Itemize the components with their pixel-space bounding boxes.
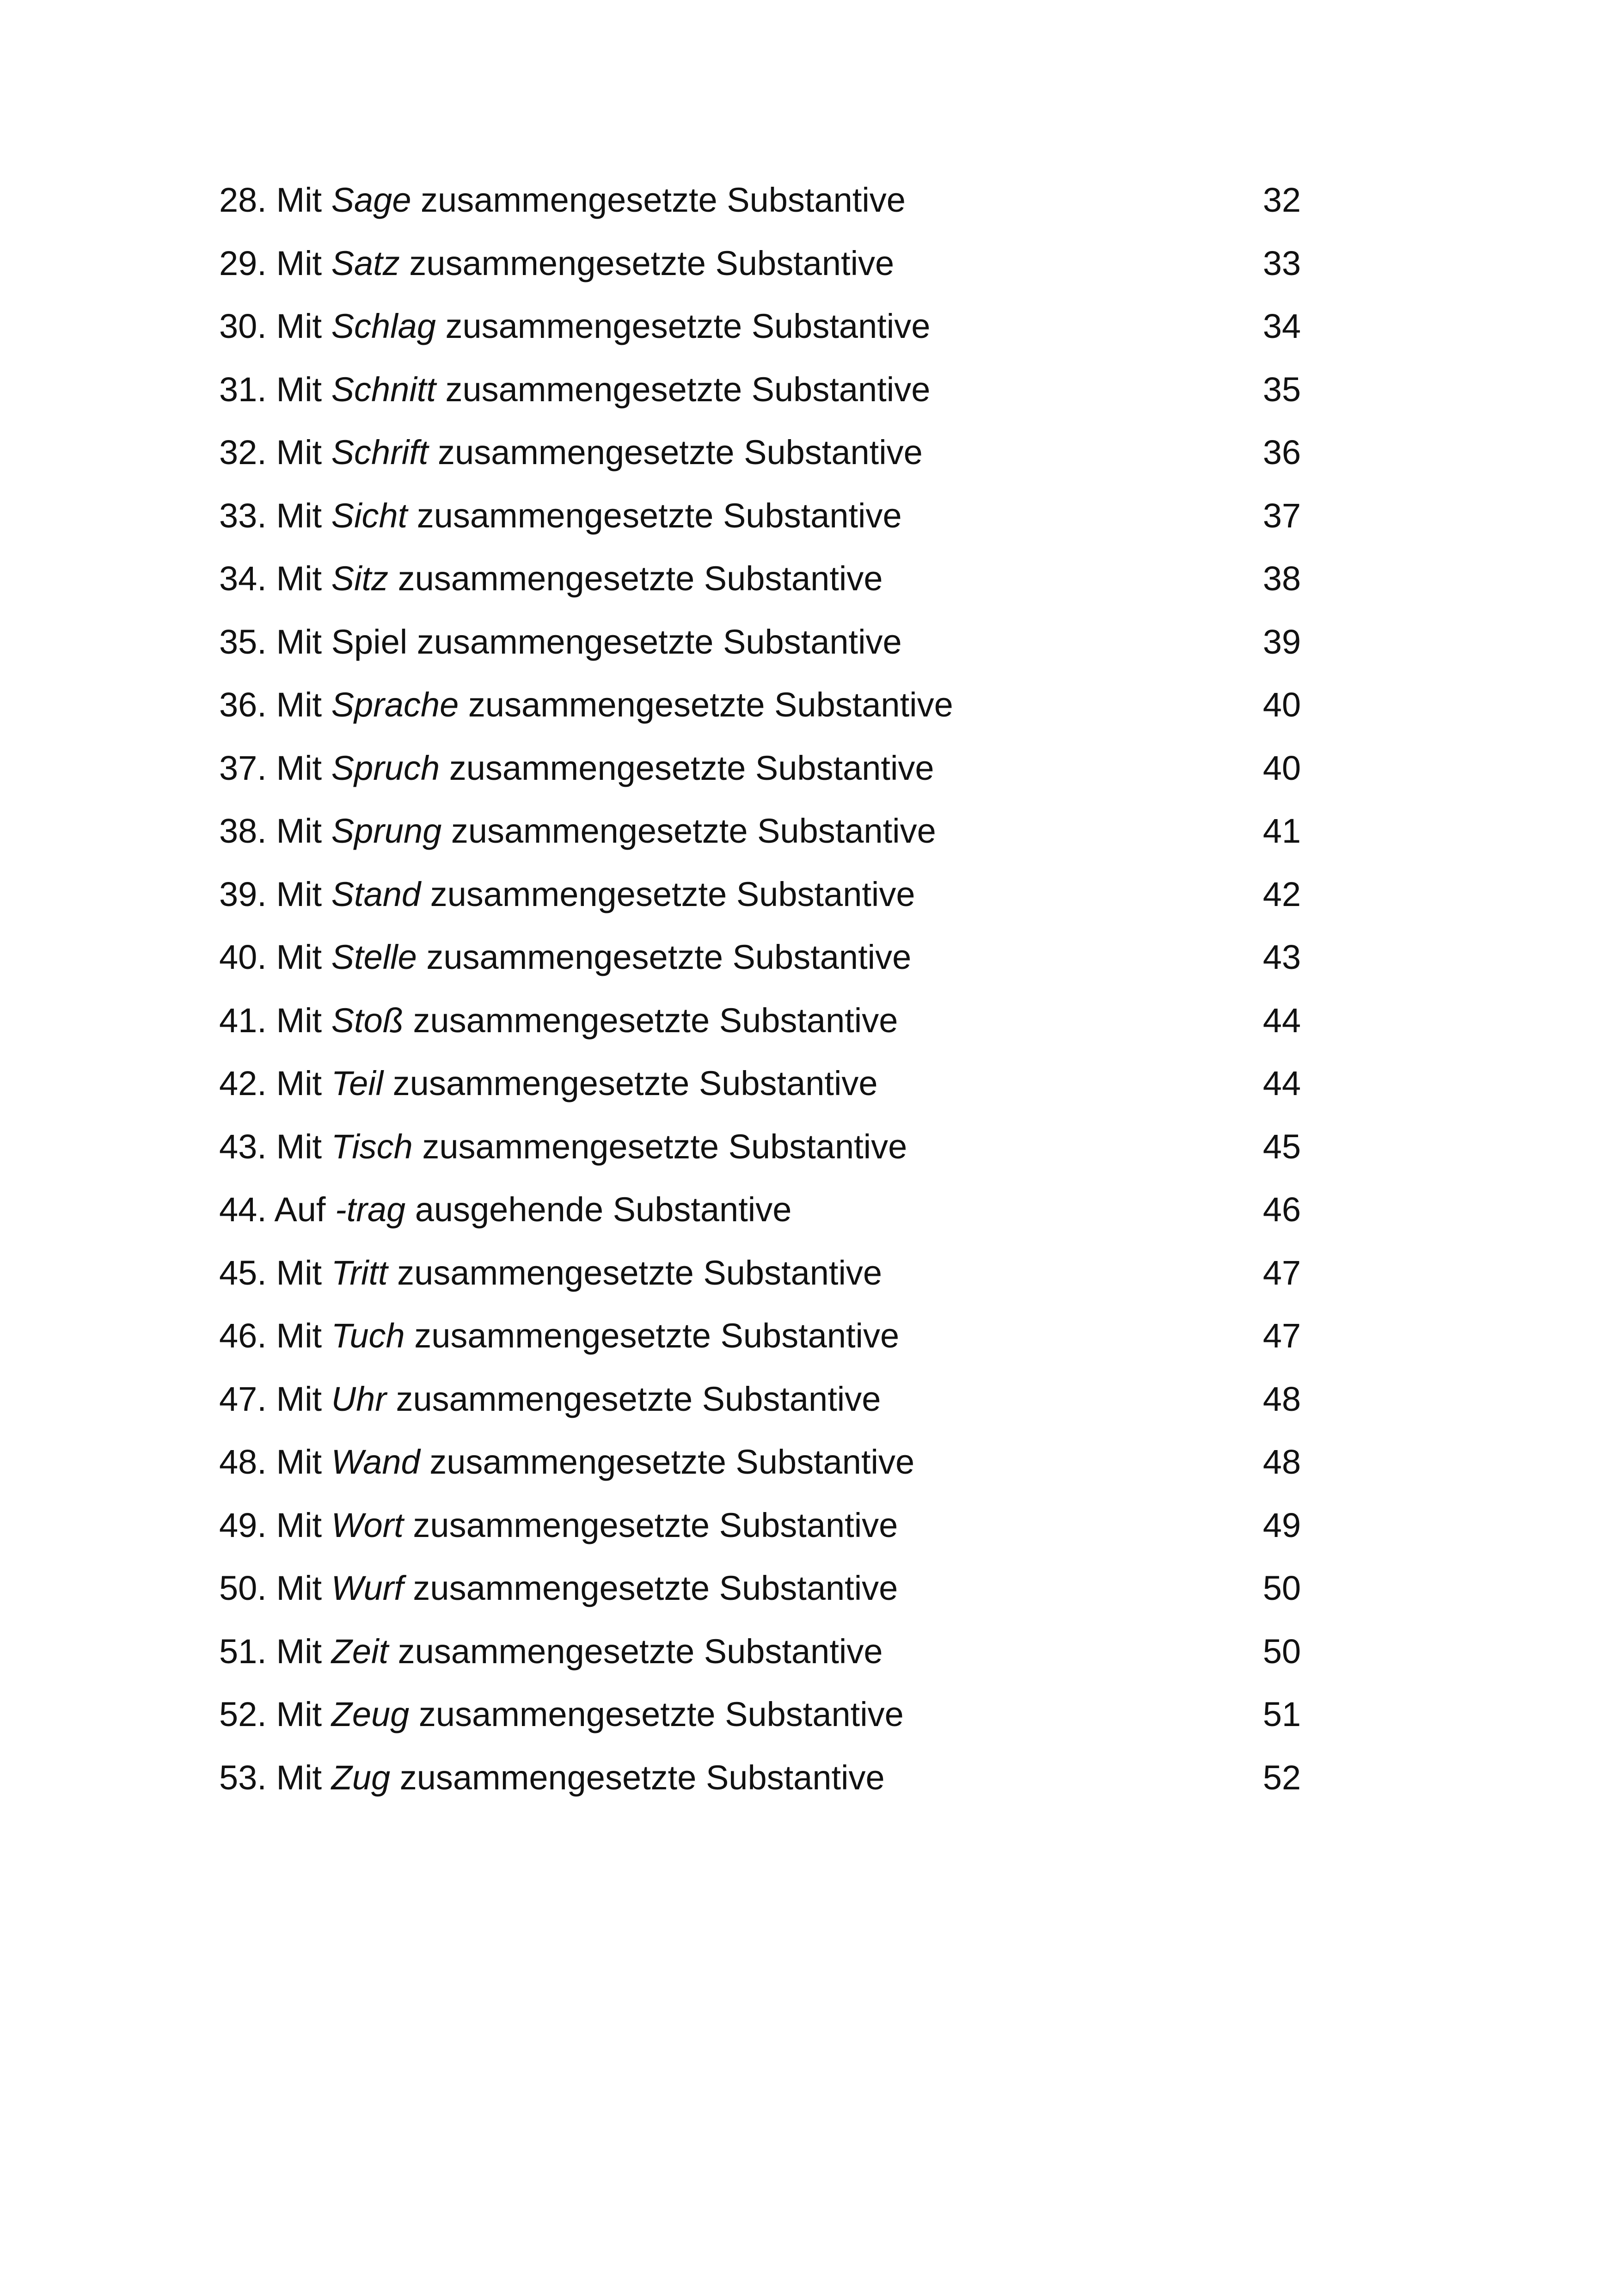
toc-entry-page-number: 45	[1263, 1127, 1301, 1166]
toc-entry	[219, 1494, 1301, 1557]
toc-entry-page-number: 42	[1263, 875, 1301, 913]
toc-entry	[219, 484, 1301, 548]
toc-entry-prefix: Mit	[276, 307, 322, 345]
toc-entry-suffix: zusammengesetzte Substantive	[430, 875, 915, 913]
toc-entry-keyword: Stand	[331, 875, 421, 913]
toc-entry-page-number: 34	[1263, 307, 1301, 345]
toc-entry-number: 29.	[219, 244, 267, 282]
toc-entry-suffix: zusammengesetzte Substantive	[422, 1127, 907, 1166]
toc-entry-page-number: 51	[1263, 1695, 1301, 1733]
toc-entry-page-number: 44	[1263, 1064, 1301, 1102]
toc-entry-prefix: Mit	[276, 1443, 322, 1481]
toc-entry-title	[219, 1178, 791, 1242]
toc-entry-title	[219, 1557, 898, 1620]
toc-entry-title	[219, 1494, 898, 1557]
toc-entry-number: 39.	[219, 875, 267, 913]
toc-entry-keyword: Sprung	[331, 812, 442, 850]
toc-entry-suffix: zusammengesetzte Substantive	[414, 1316, 900, 1355]
toc-entry-title	[219, 1683, 904, 1746]
toc-entry-keyword: Sage	[331, 181, 411, 219]
toc-entry	[219, 1557, 1301, 1620]
toc-entry-prefix: Mit	[276, 1127, 322, 1166]
toc-entry-page-number: 38	[1263, 559, 1301, 598]
toc-entry-title	[219, 1620, 883, 1684]
toc-entry	[219, 863, 1301, 926]
toc-entry-keyword: Uhr	[331, 1379, 386, 1418]
toc-entry	[219, 1683, 1301, 1746]
toc-entry-title	[219, 863, 915, 926]
toc-entry-page-number: 37	[1263, 496, 1301, 535]
toc-entry-title	[219, 800, 936, 863]
toc-entry-title	[219, 673, 953, 737]
toc-entry-prefix: Mit	[276, 622, 322, 661]
toc-entry-page-number: 36	[1263, 433, 1301, 471]
toc-entry-suffix: zusammengesetzte Substantive	[451, 812, 936, 850]
toc-entry-page-number: 43	[1263, 938, 1301, 976]
toc-entry-prefix: Mit	[276, 244, 322, 282]
toc-entry-keyword: -trag	[335, 1190, 406, 1229]
toc-entry-suffix: zusammengesetzte Substantive	[399, 1758, 885, 1797]
toc-entry-prefix: Mit	[276, 559, 322, 598]
toc-entry-number: 53.	[219, 1758, 267, 1797]
toc-entry-keyword: Wand	[331, 1443, 420, 1481]
toc-entry-page-number: 33	[1263, 244, 1301, 282]
toc-entry-page-number: 50	[1263, 1632, 1301, 1671]
toc-entry	[219, 358, 1301, 422]
toc-entry-prefix: Mit	[276, 1758, 322, 1797]
toc-entry-prefix: Mit	[276, 938, 322, 976]
toc-entry	[219, 1178, 1301, 1242]
toc-entry	[219, 1431, 1301, 1494]
toc-entry-suffix: zusammengesetzte Substantive	[398, 1632, 883, 1671]
toc-entry-keyword: Spiel	[331, 622, 408, 661]
toc-entry-prefix: Mit	[276, 1569, 322, 1607]
toc-entry-keyword: Spruch	[331, 748, 440, 787]
toc-entry-title	[219, 169, 906, 232]
toc-entry-title	[219, 737, 934, 800]
toc-entry	[219, 800, 1301, 863]
toc-entry-prefix: Mit	[276, 812, 322, 850]
toc-entry-page-number: 40	[1263, 748, 1301, 787]
toc-entry-suffix: zusammengesetzte Substantive	[437, 433, 923, 471]
toc-entry-suffix: zusammengesetzte Substantive	[426, 938, 912, 976]
toc-entry-number: 45.	[219, 1253, 267, 1292]
toc-entry-keyword: Zeug	[331, 1695, 410, 1733]
toc-entry-suffix: zusammengesetzte Substantive	[398, 559, 883, 598]
toc-entry-number: 43.	[219, 1127, 267, 1166]
toc-entry-title	[219, 1368, 881, 1431]
toc-entry-page-number: 47	[1263, 1253, 1301, 1292]
toc-entry-suffix: zusammengesetzte Substantive	[418, 1695, 904, 1733]
toc-entry-keyword: Sicht	[331, 496, 408, 535]
toc-entry-title	[219, 1746, 885, 1810]
toc-entry-title	[219, 232, 894, 295]
toc-entry-prefix: Mit	[276, 1695, 322, 1733]
toc-entry	[219, 421, 1301, 484]
toc-entry-suffix: zusammengesetzte Substantive	[445, 307, 931, 345]
toc-entry-number: 44.	[219, 1190, 267, 1229]
toc-entry-prefix: Mit	[276, 875, 322, 913]
toc-entry-prefix: Mit	[276, 1253, 322, 1292]
toc-entry-page-number: 48	[1263, 1379, 1301, 1418]
toc-entry-page-number: 49	[1263, 1506, 1301, 1544]
toc-entry-suffix: zusammengesetzte Substantive	[468, 686, 953, 724]
toc-entry-number: 42.	[219, 1064, 267, 1102]
toc-entry-keyword: Teil	[331, 1064, 384, 1102]
toc-entry-title	[219, 1242, 882, 1305]
toc-entry-page-number: 48	[1263, 1443, 1301, 1481]
toc-entry-number: 33.	[219, 496, 267, 535]
toc-entry-keyword: Tritt	[331, 1253, 388, 1292]
toc-entry	[219, 611, 1301, 674]
toc-entry-prefix: Mit	[276, 748, 322, 787]
toc-entry-suffix: zusammengesetzte Substantive	[409, 244, 895, 282]
toc-entry-number: 31.	[219, 370, 267, 409]
toc-entry-number: 47.	[219, 1379, 267, 1418]
toc-entry	[219, 737, 1301, 800]
toc-entry	[219, 1746, 1301, 1810]
toc-entry-prefix: Mit	[276, 686, 322, 724]
toc-entry-title	[219, 358, 930, 422]
toc-entry-keyword: Stelle	[331, 938, 417, 976]
toc-entry-suffix: zusammengesetzte Substantive	[445, 370, 931, 409]
toc-entry-page-number: 47	[1263, 1316, 1301, 1355]
toc-entry-suffix: zusammengesetzte Substantive	[417, 622, 902, 661]
toc-entry-number: 40.	[219, 938, 267, 976]
toc-entry-number: 38.	[219, 812, 267, 850]
toc-entry-prefix: Mit	[276, 181, 322, 219]
toc-entry-suffix: zusammengesetzte Substantive	[413, 1569, 898, 1607]
toc-entry-prefix: Auf	[274, 1190, 326, 1229]
toc-entry-prefix: Mit	[276, 1001, 322, 1040]
toc-entry-keyword: Zug	[331, 1758, 391, 1797]
toc-entry-number: 52.	[219, 1695, 267, 1733]
toc-entry-keyword: Tuch	[331, 1316, 405, 1355]
toc-entry-title	[219, 547, 883, 611]
toc-entry-title	[219, 1431, 914, 1494]
toc-entry-prefix: Mit	[276, 370, 322, 409]
toc-entry-keyword: Schrift	[331, 433, 429, 471]
toc-entry-number: 51.	[219, 1632, 267, 1671]
toc-entry-suffix: ausgehende Substantive	[415, 1190, 792, 1229]
toc-entry-suffix: zusammengesetzte Substantive	[449, 748, 934, 787]
toc-entry-page-number: 40	[1263, 686, 1301, 724]
toc-entry-keyword: Zeit	[331, 1632, 389, 1671]
toc-entry	[219, 1304, 1301, 1368]
toc-entry	[219, 295, 1301, 358]
toc-entry	[219, 169, 1301, 232]
toc-entry-prefix: Mit	[276, 1632, 322, 1671]
toc-entry-prefix: Mit	[276, 1379, 322, 1418]
table-of-contents	[219, 169, 1301, 1809]
toc-entry-title	[219, 421, 923, 484]
toc-entry	[219, 232, 1301, 295]
toc-entry-suffix: zusammengesetzte Substantive	[413, 1506, 898, 1544]
toc-entry-keyword: Sprache	[331, 686, 459, 724]
toc-entry-number: 37.	[219, 748, 267, 787]
toc-entry-title	[219, 926, 911, 989]
toc-entry-title	[219, 1304, 899, 1368]
toc-entry-number: 34.	[219, 559, 267, 598]
toc-entry-page-number: 44	[1263, 1001, 1301, 1040]
toc-entry-suffix: zusammengesetzte Substantive	[429, 1443, 915, 1481]
toc-entry-page-number: 35	[1263, 370, 1301, 409]
toc-entry-number: 46.	[219, 1316, 267, 1355]
toc-entry	[219, 926, 1301, 989]
toc-entry-suffix: zusammengesetzte Substantive	[396, 1379, 881, 1418]
toc-entry-keyword: Stoß	[331, 1001, 404, 1040]
toc-entry-prefix: Mit	[276, 1506, 322, 1544]
toc-entry-number: 49.	[219, 1506, 267, 1544]
toc-entry-prefix: Mit	[276, 433, 322, 471]
toc-entry-page-number: 39	[1263, 622, 1301, 661]
toc-entry-page-number: 32	[1263, 181, 1301, 219]
toc-entry-suffix: zusammengesetzte Substantive	[421, 181, 906, 219]
toc-entry-keyword: Wurf	[331, 1569, 404, 1607]
toc-entry-prefix: Mit	[276, 496, 322, 535]
toc-entry-title	[219, 295, 930, 358]
toc-entry-title	[219, 1115, 907, 1179]
toc-entry-suffix: zusammengesetzte Substantive	[413, 1001, 898, 1040]
toc-entry-page-number: 41	[1263, 812, 1301, 850]
toc-entry-keyword: Tisch	[331, 1127, 413, 1166]
toc-entry-page-number: 50	[1263, 1569, 1301, 1607]
toc-entry	[219, 989, 1301, 1053]
toc-entry	[219, 1242, 1301, 1305]
toc-entry-page-number: 46	[1263, 1190, 1301, 1229]
toc-entry-keyword: Schnitt	[331, 370, 436, 409]
toc-entry-number: 35.	[219, 622, 267, 661]
toc-entry-keyword: Satz	[331, 244, 400, 282]
toc-entry-keyword: Wort	[331, 1506, 404, 1544]
toc-entry-number: 48.	[219, 1443, 267, 1481]
toc-entry-title	[219, 611, 902, 674]
toc-entry-prefix: Mit	[276, 1064, 322, 1102]
toc-entry-title	[219, 989, 898, 1053]
toc-entry-keyword: Sitz	[331, 559, 389, 598]
toc-entry	[219, 1368, 1301, 1431]
toc-entry-page-number: 52	[1263, 1758, 1301, 1797]
toc-entry-number: 36.	[219, 686, 267, 724]
toc-entry-number: 50.	[219, 1569, 267, 1607]
toc-entry-prefix: Mit	[276, 1316, 322, 1355]
toc-entry-suffix: zusammengesetzte Substantive	[397, 1253, 883, 1292]
toc-entry	[219, 547, 1301, 611]
toc-entry-number: 30.	[219, 307, 267, 345]
toc-entry-number: 28.	[219, 181, 267, 219]
toc-entry-number: 41.	[219, 1001, 267, 1040]
toc-entry-suffix: zusammengesetzte Substantive	[392, 1064, 878, 1102]
toc-entry-keyword: Schlag	[331, 307, 436, 345]
toc-entry	[219, 1620, 1301, 1684]
toc-entry	[219, 1052, 1301, 1115]
toc-entry-number: 32.	[219, 433, 267, 471]
toc-entry-suffix: zusammengesetzte Substantive	[417, 496, 902, 535]
toc-entry-title	[219, 484, 902, 548]
toc-entry-title	[219, 1052, 878, 1115]
toc-entry	[219, 673, 1301, 737]
toc-entry	[219, 1115, 1301, 1179]
